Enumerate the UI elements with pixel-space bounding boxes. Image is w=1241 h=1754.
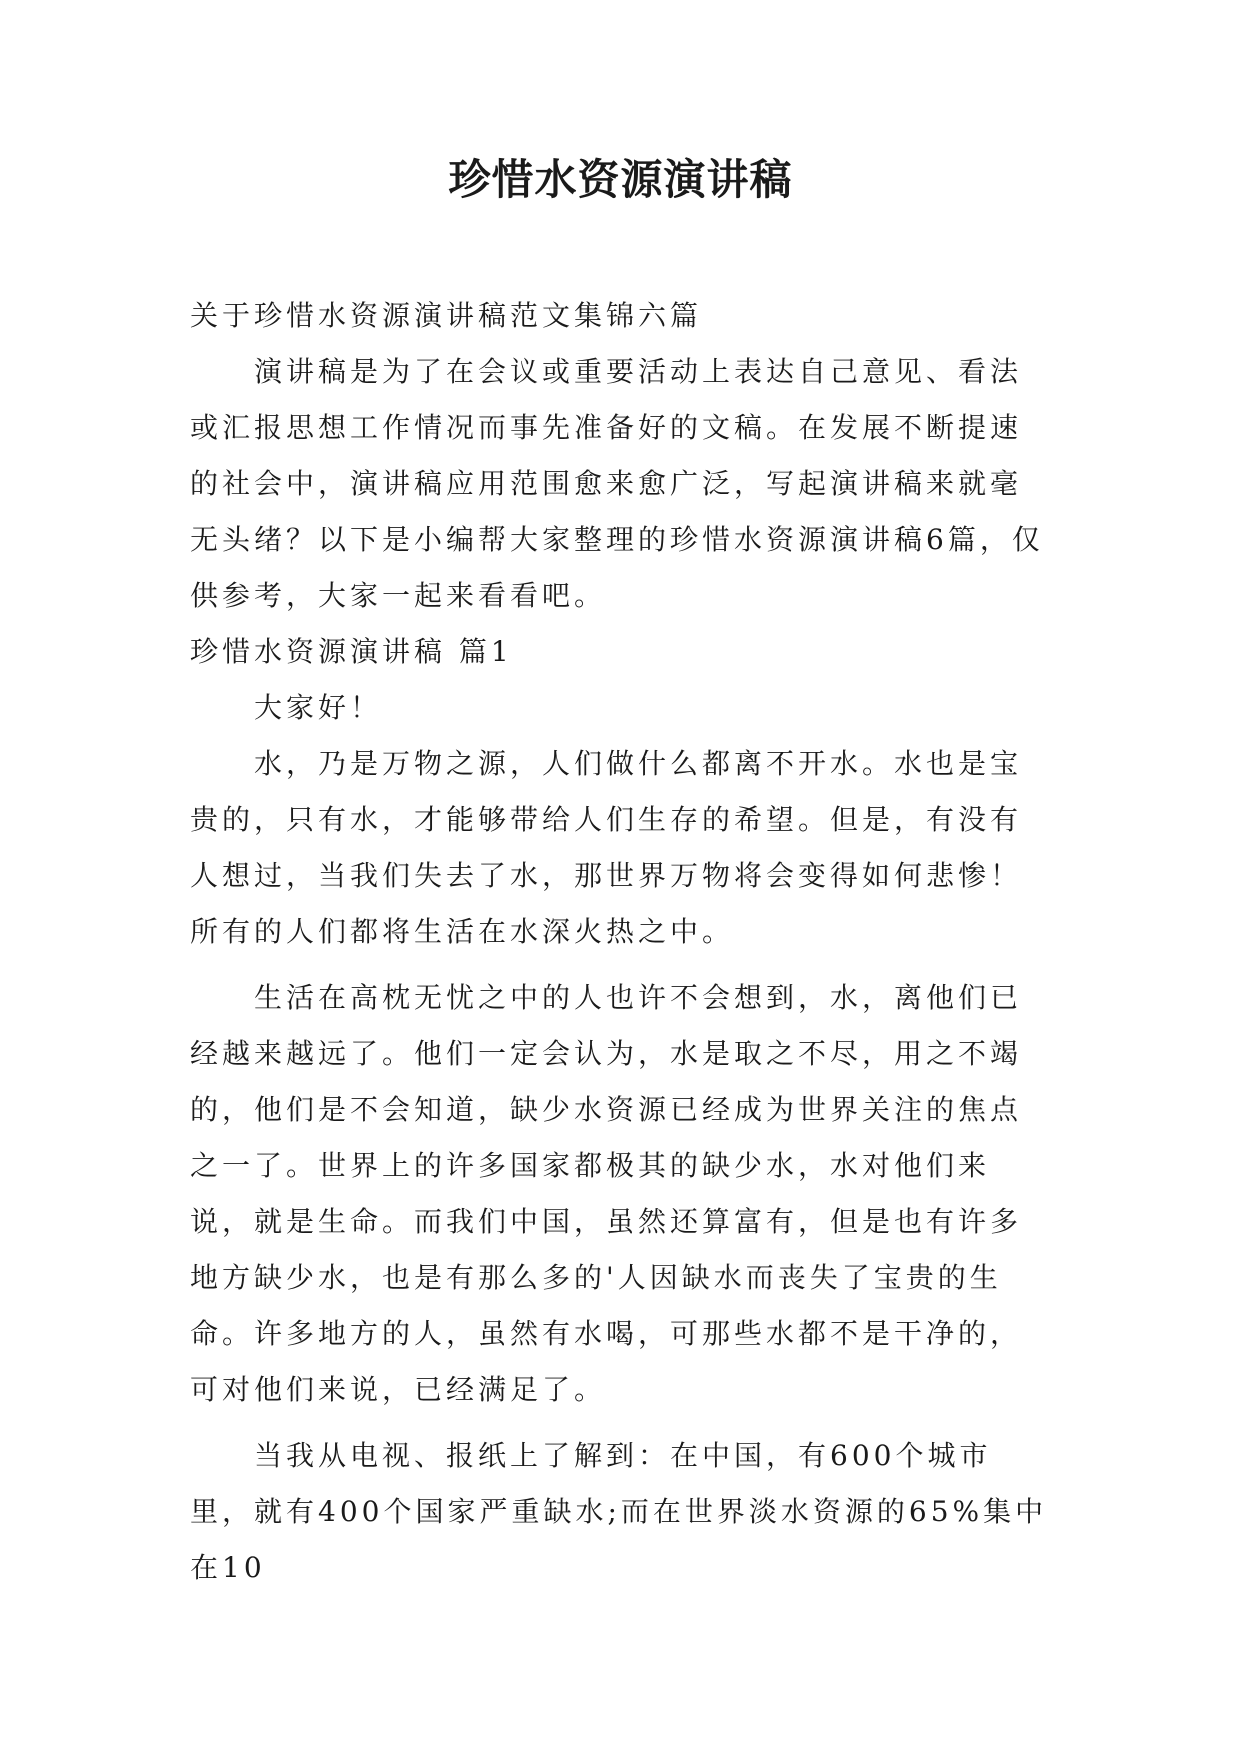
greeting-paragraph: 大家好！ (254, 691, 383, 724)
body-paragraph: 当我从电视、报纸上了解到：在中国，有600个城市里，就有400个国家严重缺水;而在世界淡水资源的65%集中在10 (190, 1439, 1048, 1584)
document-body (190, 288, 1052, 1596)
intro-paragraph: 演讲稿是为了在会议或重要活动上表达自己意见、看法或汇报思想工作情况而事先准备好的文稿。在发展不断提速的社会中，演讲稿应用范围愈来愈广泛，写起演讲稿来就毫无头绪？以下是小编帮大家整理的珍惜水资源演讲稿6篇，仅供参考，大家一起来看看吧。 (190, 355, 1044, 612)
section-heading: 珍惜水资源演讲稿 篇1 (190, 635, 513, 668)
body-paragraph: 水，乃是万物之源，人们做什么都离不开水。水也是宝贵的，只有水，才能够带给人们生存的希望。但是，有没有人想过，当我们失去了水，那世界万物将会变得如何悲惨！所有的人们都将生活在水深火热之中。 (190, 747, 1023, 948)
document-subtitle: 关于珍惜水资源演讲稿范文集锦六篇 (190, 299, 703, 332)
page-title: 珍惜水资源演讲稿 (448, 155, 793, 204)
body-paragraph: 生活在高枕无忧之中的人也许不会想到，水，离他们已经越来越远了。他们一定会认为，水是取之不尽，用之不竭的，他们是不会知道，缺少水资源已经成为世界关注的焦点之一了。世界上的许多国家都极其的缺少水，水对他们来说，就是生命。而我们中国，虽然还算富有，但是也有许多地方缺少水，也是有那么多的'人因缺水而丧失了宝贵的生命。许多地方的人，虽然有水喝，可那些水都不是干净的，可对他们来说，已经满足了。 (190, 981, 1023, 1406)
